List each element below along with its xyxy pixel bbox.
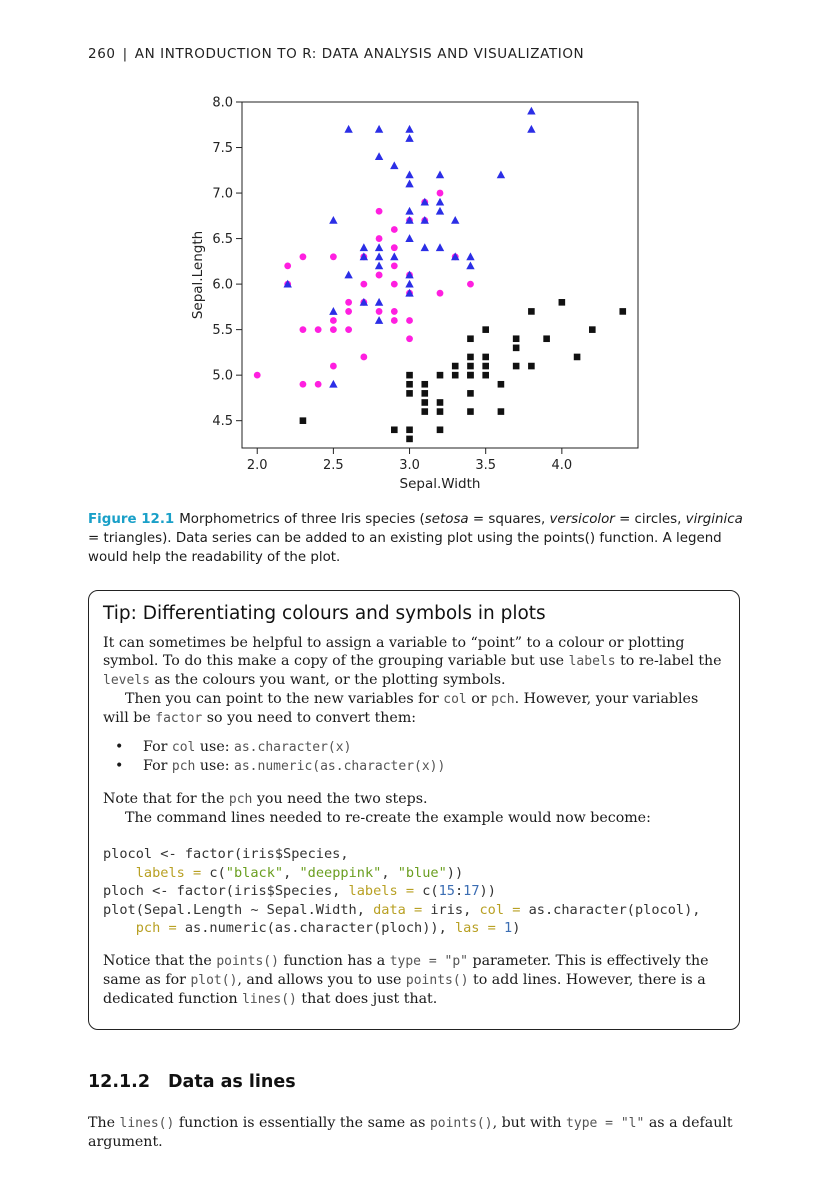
data-point-circle [345, 299, 352, 306]
x-tick-label: 2.0 [246, 458, 268, 473]
figure-caption [88, 510, 744, 567]
data-point-square [437, 408, 444, 415]
data-point-triangle [497, 170, 505, 178]
data-point-square [467, 390, 474, 397]
data-point-square [467, 354, 474, 361]
data-point-triangle [405, 125, 413, 133]
data-point-triangle [344, 271, 352, 279]
y-tick-label: 5.0 [212, 368, 233, 384]
data-point-circle [391, 244, 398, 251]
data-point-triangle [329, 380, 337, 388]
tip-p2-text-b: or [466, 691, 492, 707]
data-point-square [513, 363, 520, 370]
code-block [103, 845, 725, 938]
code-line-1: plocol <- factor(iris$Species, [103, 846, 349, 862]
x-tick-label: 3.0 [399, 458, 420, 473]
tip-p5-text-a: Notice that the [103, 952, 217, 969]
data-point-square [528, 363, 535, 370]
tip-box [88, 590, 740, 1030]
data-point-square [528, 308, 535, 315]
section-text-a: The [88, 1115, 120, 1132]
y-axis-label: Sepal.Length [190, 230, 206, 320]
tip-paragraph-5 [103, 952, 725, 1009]
tip-p1-text-c: as the colours you want, or the plotting symbols. [149, 672, 506, 688]
section-title: Data as lines [168, 1072, 296, 1092]
tip-bullet-list [103, 738, 725, 776]
code-line-4: plot(Sepal.Length ~ Sepal.Width, data = iris, col = as.character(plocol), [103, 901, 701, 918]
data-point-square [498, 408, 505, 415]
data-point-square [513, 335, 520, 342]
tip-p2-code-pch: pch [491, 692, 515, 707]
section-code-lines: lines() [119, 1116, 175, 1132]
iris-scatter-plot [180, 92, 650, 497]
section-code-type: type = "l" [566, 1116, 645, 1132]
bullet-2-text-b: use: [195, 758, 235, 774]
page-number: 260 [88, 46, 116, 62]
x-tick-label: 3.5 [475, 458, 497, 473]
tip-p1-code-levels: levels [103, 673, 150, 688]
data-point-square [452, 363, 459, 370]
data-point-square [482, 372, 489, 379]
data-point-circle [345, 308, 352, 315]
bullet-1-text-b: use: [195, 739, 235, 755]
data-point-square [421, 381, 428, 388]
data-point-circle [376, 235, 383, 242]
code-line-2: labels = c("black", "deeppink", "blue")) [135, 864, 464, 881]
data-point-circle [330, 253, 337, 260]
data-point-circle [406, 317, 413, 324]
data-point-circle [300, 381, 307, 388]
caption-text-2: = squares, [468, 512, 550, 527]
data-point-triangle [375, 152, 383, 160]
data-point-triangle [527, 125, 535, 133]
tip-bullet-col [103, 738, 725, 757]
data-point-triangle [329, 216, 337, 224]
caption-text-3: = circles, [614, 512, 686, 527]
data-point-circle [376, 208, 383, 215]
data-point-circle [330, 317, 337, 324]
tip-p3-text-a: Note that for the [103, 791, 229, 807]
data-point-circle [467, 281, 474, 288]
tip-p5-text-f: that does just that. [296, 990, 438, 1007]
figure-label: Figure 12.1 [88, 512, 175, 527]
data-point-square [543, 335, 550, 342]
data-point-circle [391, 226, 398, 233]
tip-p2-code-factor: factor [155, 711, 203, 726]
data-point-triangle [375, 125, 383, 133]
tip-p1-text-b: to re-label the [615, 653, 722, 669]
plot-frame [242, 102, 638, 448]
data-point-triangle [421, 243, 429, 251]
data-point-circle [360, 354, 367, 361]
code-line-5: pch = as.numeric(as.character(ploch)), las = 1) [135, 920, 521, 936]
caption-text-4: = triangles). Data series can be added to an existing plot using the points() function. A legend would help the readability of the plot. [88, 531, 722, 565]
data-point-triangle [390, 252, 398, 260]
data-point-triangle [527, 107, 535, 115]
tip-p5-text-b: function has a [278, 952, 390, 969]
data-point-square [406, 381, 413, 388]
data-point-triangle [375, 298, 383, 306]
data-point-square [421, 399, 428, 406]
data-point-circle [391, 262, 398, 269]
code-line-3: ploch <- factor(iris$Species, labels = c(15:17)) [103, 883, 496, 899]
tip-paragraph-3 [103, 790, 725, 809]
data-point-square [482, 363, 489, 370]
tip-p2-text-c: . However, your variables will be [103, 691, 699, 726]
data-point-triangle [405, 280, 413, 288]
tip-p2-code-col: col [443, 692, 467, 707]
bullet-marker: • [115, 739, 124, 755]
data-point-triangle [405, 134, 413, 142]
tip-bullet-pch [103, 757, 725, 776]
data-point-circle [376, 272, 383, 279]
caption-text-1: Morphometrics of three Iris species ( [179, 512, 425, 527]
tip-p5-text-d: , and allows you to use [237, 971, 406, 988]
data-point-square [513, 345, 520, 352]
data-point-circle [360, 281, 367, 288]
bullet-1-code-col: col [171, 740, 196, 755]
data-point-square [574, 354, 581, 361]
section-heading [88, 1072, 296, 1092]
header-separator: | [122, 46, 128, 62]
data-point-circle [391, 281, 398, 288]
y-tick-label: 8.0 [212, 95, 233, 111]
tip-p5-code-type: type = "p" [389, 953, 468, 969]
data-point-triangle [360, 243, 368, 251]
data-point-square [589, 326, 596, 333]
bullet-2-code-fn: as.numeric(as.character(x)) [234, 759, 446, 774]
data-point-square [467, 363, 474, 370]
tip-p5-code-points-2: points() [405, 972, 469, 988]
y-tick-label: 6.5 [212, 232, 233, 248]
data-point-triangle [344, 125, 352, 133]
section-code-points: points() [429, 1116, 493, 1132]
data-point-triangle [375, 316, 383, 324]
tip-p5-code-plot: plot() [190, 972, 238, 988]
tip-p1-text-a: It can sometimes be helpful to assign a variable to “point” to a colour or plotting symbol. To do this make a copy of the grouping variable but use [103, 635, 685, 669]
data-point-triangle [375, 243, 383, 251]
data-point-circle [254, 372, 261, 379]
data-point-circle [437, 290, 444, 297]
data-point-circle [330, 326, 337, 333]
data-point-circle [376, 308, 383, 315]
data-point-square [467, 372, 474, 379]
tip-p2-text-d: so you need to convert them: [202, 710, 417, 726]
data-point-square [482, 354, 489, 361]
data-point-square [619, 308, 626, 315]
data-point-square [467, 408, 474, 415]
caption-versicolor: versicolor [549, 512, 615, 527]
data-point-circle [284, 262, 291, 269]
section-text-b: function is essentially the same as [174, 1115, 430, 1132]
data-point-square [406, 372, 413, 379]
tip-p3-code-pch: pch [228, 792, 253, 807]
bullet-1-text-a: For [143, 739, 172, 755]
data-point-circle [330, 363, 337, 370]
data-point-square [406, 390, 413, 397]
data-point-circle [315, 381, 322, 388]
y-tick-label: 7.0 [212, 186, 233, 202]
data-point-triangle [436, 198, 444, 206]
bullet-1-code-fn: as.character(x) [234, 740, 352, 755]
data-point-circle [345, 326, 352, 333]
data-point-circle [300, 326, 307, 333]
tip-p1-code-labels: labels [568, 654, 616, 669]
data-point-square [300, 417, 307, 424]
data-point-triangle [405, 234, 413, 242]
data-point-triangle [329, 307, 337, 315]
bullet-marker: • [115, 758, 124, 774]
data-point-triangle [466, 261, 474, 269]
book-title: AN INTRODUCTION TO R: DATA ANALYSIS AND VISUALIZATION [134, 46, 585, 62]
tip-paragraph-2 [103, 690, 725, 728]
section-text-c: , but with [492, 1115, 567, 1132]
data-point-circle [391, 308, 398, 315]
data-point-square [559, 299, 566, 306]
data-point-triangle [375, 252, 383, 260]
caption-virginica: virginica [685, 512, 743, 527]
section-body [88, 1114, 744, 1151]
tip-p5-text-c: parameter. This is effectively the same as for [103, 952, 709, 988]
data-point-triangle [375, 261, 383, 269]
data-point-square [467, 335, 474, 342]
data-point-square [437, 399, 444, 406]
x-tick-label: 2.5 [323, 458, 344, 473]
data-point-triangle [466, 252, 474, 260]
data-point-square [406, 436, 413, 443]
data-point-square [452, 372, 459, 379]
data-point-square [421, 408, 428, 415]
data-point-triangle [436, 170, 444, 178]
data-point-triangle [405, 170, 413, 178]
y-tick-label: 7.5 [212, 141, 233, 157]
tip-title: Tip: Differentiating colours and symbols in plots [103, 603, 546, 624]
data-point-triangle [405, 207, 413, 215]
data-point-triangle [451, 216, 459, 224]
section-number: 12.1.2 [88, 1072, 151, 1092]
x-tick-label: 4.0 [551, 458, 573, 473]
running-head [88, 46, 584, 62]
y-tick-label: 6.0 [212, 277, 233, 293]
tip-p2-text-a: Then you can point to the new variables for [125, 691, 444, 707]
tip-p3-text-b: you need the two steps. [252, 791, 428, 807]
bullet-2-text-a: For [143, 758, 172, 774]
data-point-circle [406, 335, 413, 342]
data-point-triangle [405, 180, 413, 188]
data-point-square [437, 426, 444, 433]
data-point-square [391, 426, 398, 433]
bullet-2-code-pch: pch [171, 759, 196, 774]
x-axis-label: Sepal.Width [399, 476, 481, 492]
data-point-square [421, 390, 428, 397]
tip-p5-text-e: to add lines. However, there is a dedicated function [103, 971, 706, 1007]
data-point-square [498, 381, 505, 388]
data-point-square [406, 426, 413, 433]
data-point-triangle [436, 243, 444, 251]
tip-paragraph-4: The command lines needed to re-create the example would now become: [125, 810, 651, 826]
caption-setosa: setosa [424, 512, 469, 527]
section-text-d: as a default argument. [88, 1115, 733, 1151]
data-point-circle [315, 326, 322, 333]
data-point-circle [391, 317, 398, 324]
data-point-triangle [436, 207, 444, 215]
data-point-circle [437, 190, 444, 197]
tip-p5-code-lines: lines() [242, 991, 297, 1007]
data-point-square [482, 326, 489, 333]
data-point-circle [300, 253, 307, 260]
tip-paragraph-1 [103, 634, 725, 690]
y-tick-label: 4.5 [212, 414, 233, 430]
data-point-square [437, 372, 444, 379]
tip-p5-code-points: points() [216, 953, 279, 969]
data-point-triangle [390, 161, 398, 169]
y-tick-label: 5.5 [212, 323, 233, 339]
